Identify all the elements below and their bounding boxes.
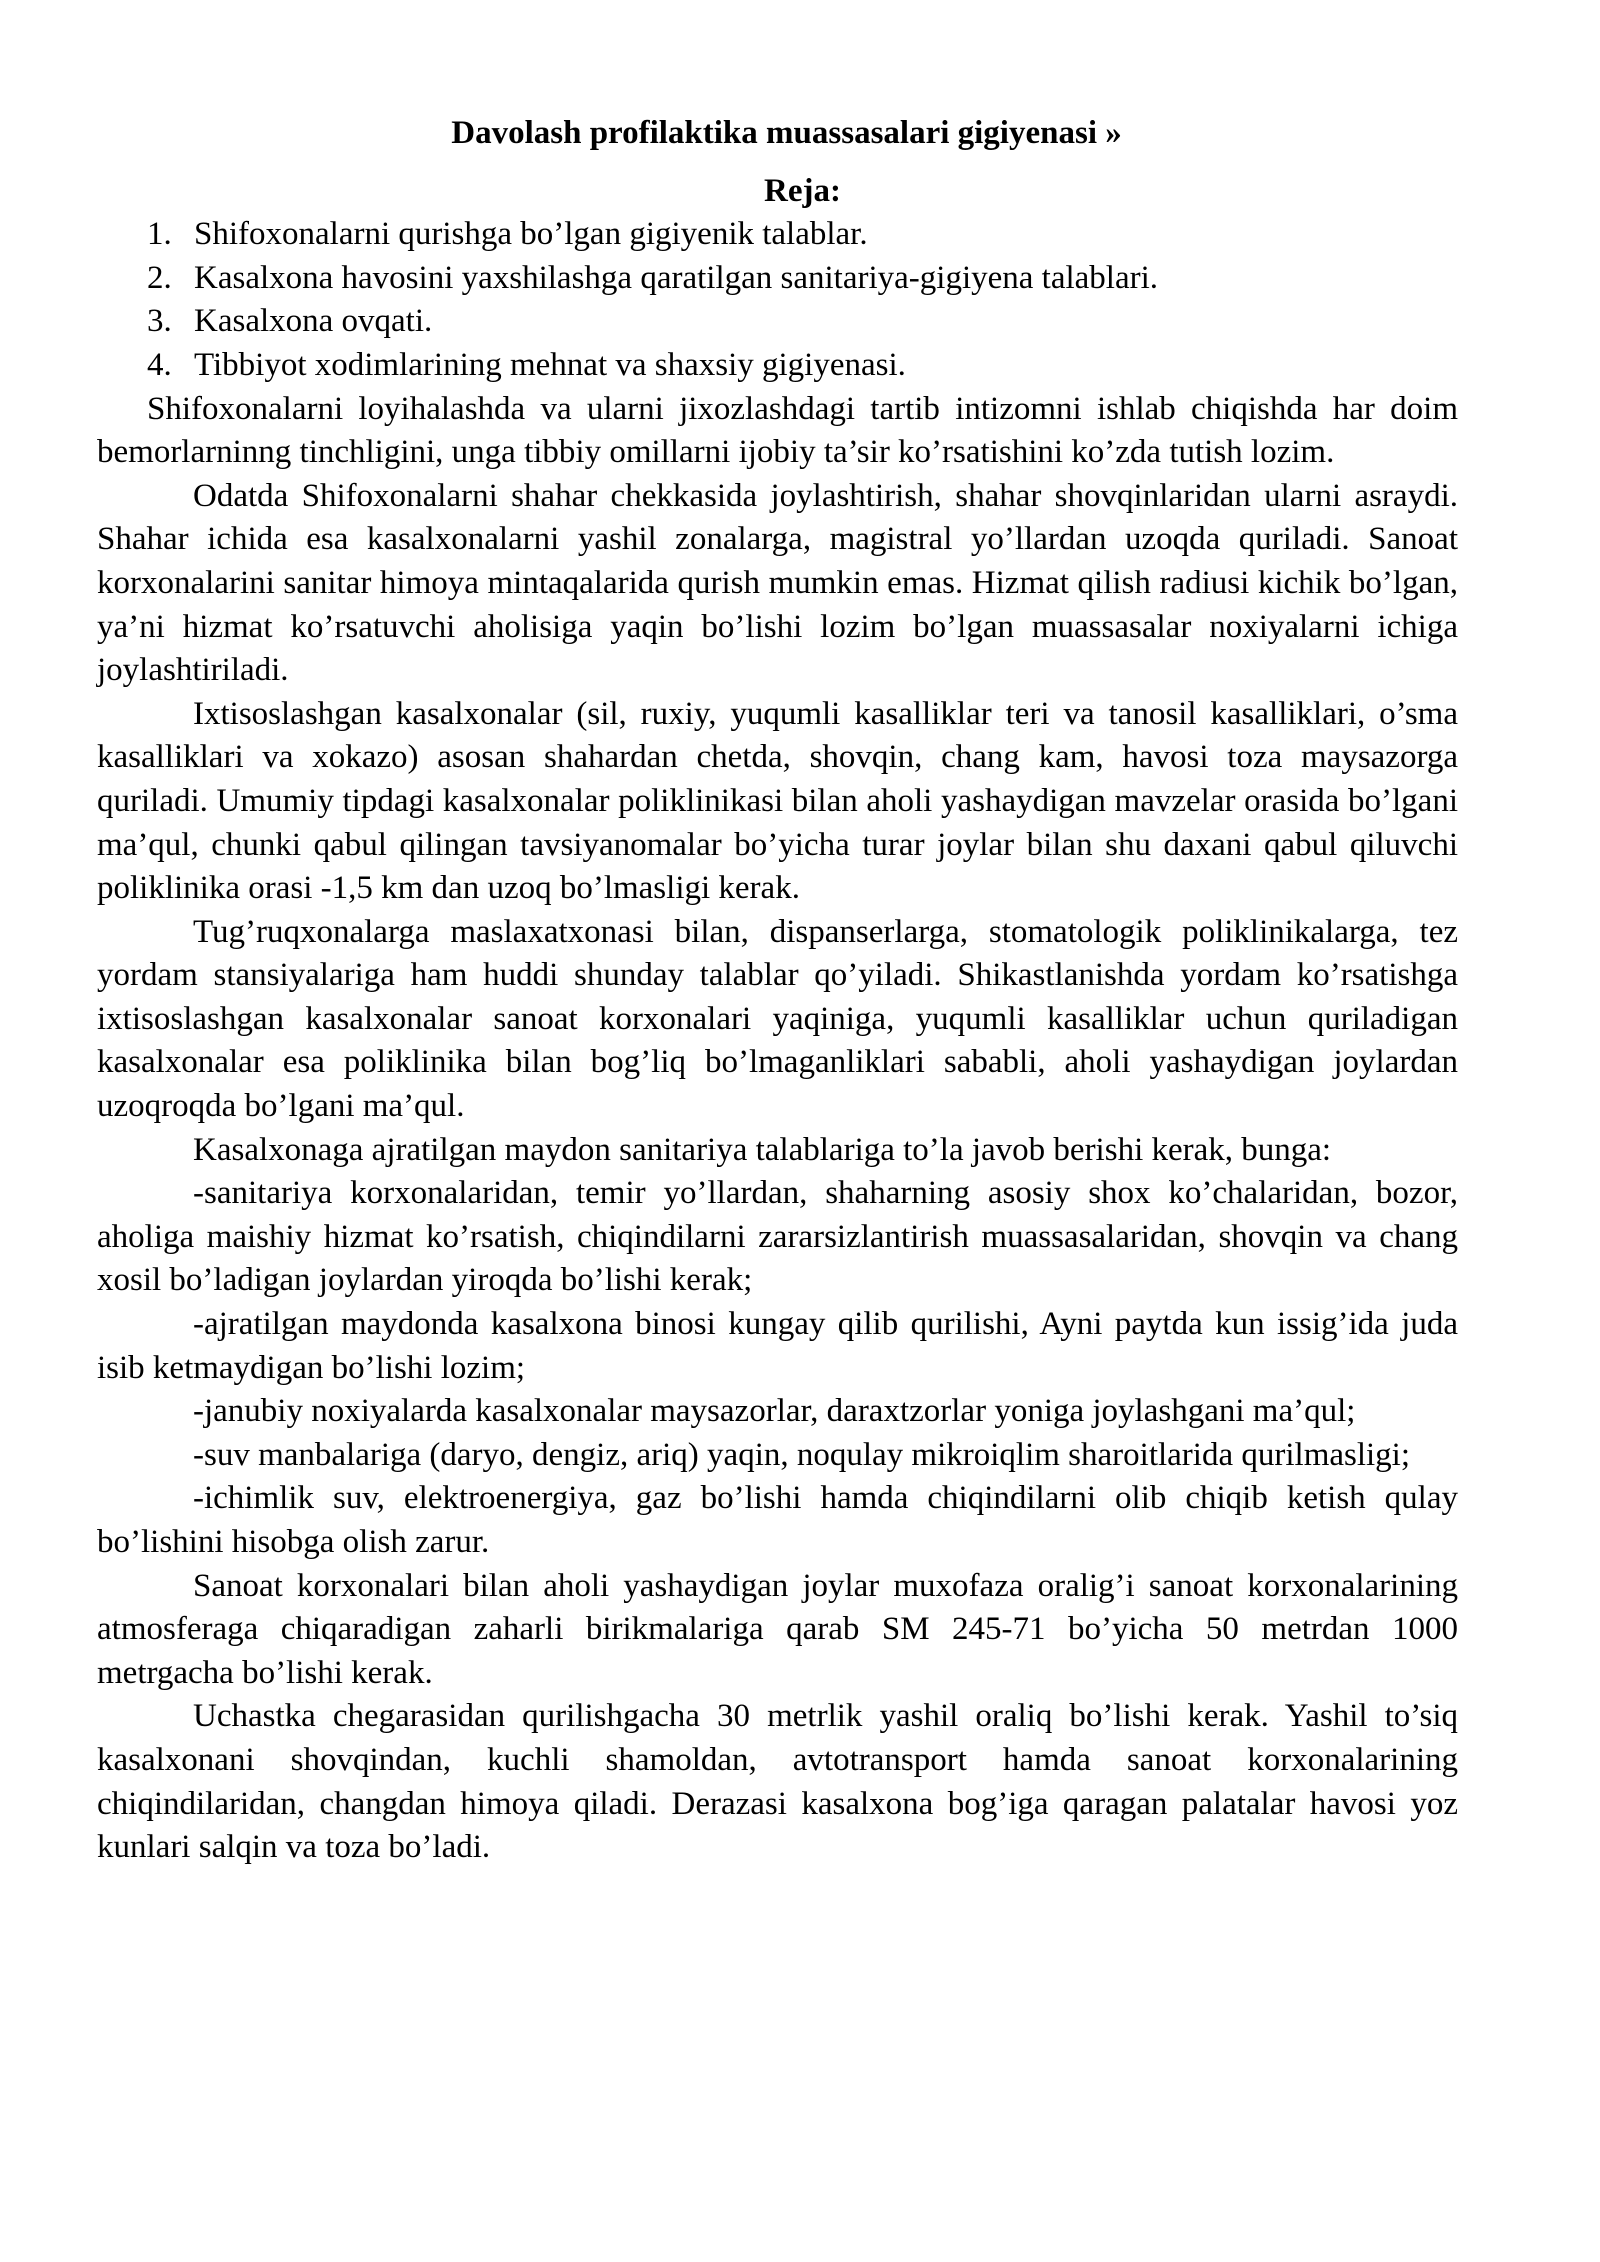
requirement-item: -ichimlik suv, elektroenergiya, gaz bo’lishi hamda chiqindilarni olib chiqib ketish qulay bo’lishini hisobga olish zarur. bbox=[97, 1480, 1458, 1560]
requirement-item: -suv manbalariga (daryo, dengiz, ariq) yaqin, noqulay mikroiqlim sharoitlarida qurilmasligi; bbox=[193, 1436, 1411, 1473]
requirement-item: -janubiy noxiyalarda kasalxonalar maysazorlar, daraxtzorlar yoniga joylashgani ma’qul; bbox=[193, 1393, 1356, 1430]
plan-item-text: Kasalxona havosini yaxshilashga qaratilgan sanitariya-gigiyena talablari. bbox=[194, 259, 1159, 296]
body-paragraph: Sanoat korxonalari bilan aholi yashaydigan joylar muxofaza oralig’i sanoat korxonalarining atmosferaga chiqaradigan zaharli birikmalariga qarab SM 245-71 bo’yicha 50 metrdan 1000 metrgacha bo’lishi kerak. bbox=[97, 1567, 1458, 1691]
plan-item-text: Kasalxona ovqati. bbox=[194, 303, 433, 340]
body-paragraph: Kasalxonaga ajratilgan maydon sanitariya talablariga to’la javob berishi kerak, bunga: bbox=[193, 1131, 1332, 1168]
requirement-item: -ajratilgan maydonda kasalxona binosi kungay qilib qurilishi, Ayni paytda kun issig’ida juda isib ketmaydigan bo’lishi lozim; bbox=[97, 1306, 1458, 1386]
plan-item-text: Tibbiyot xodimlarining mehnat va shaxsiy gigiyenasi. bbox=[194, 346, 906, 383]
plan-item-text: Shifoxonalarni qurishga bo’lgan gigiyenik talablar. bbox=[194, 216, 868, 253]
plan-item bbox=[97, 257, 1458, 301]
plan-item bbox=[97, 300, 1458, 344]
document-title: Davolash profilaktika muassasalari gigiyenasi » bbox=[451, 115, 1122, 151]
requirement-item: -sanitariya korxonalaridan, temir yo’llardan, shaharning asosiy shox ko’chalaridan, bozor, aholiga maishiy hizmat ko’rsatish, chiqindilarni zararsizlantirish muassasalaridan, shovqin va chang xosil bo’ladigan joylardan yiroqda bo’lishi kerak; bbox=[97, 1175, 1458, 1299]
plan-item-number: 4. bbox=[147, 346, 172, 383]
body-paragraph: Odatda Shifoxonalarni shahar chekkasida joylashtirish, shahar shovqinlaridan ularni asraydi. Shahar ichida esa kasalxonalarni yashil zonalarga, magistral yo’llardan uzoqda quriladi. Sanoat korxonalarini sanitar himoya mintaqalarida qurish mumkin emas. Hizmat qilish radiusi kichik bo’lgan, ya’ni hizmat ko’rsatuvchi aholisiga yaqin bo’lishi lozim bo’lgan muassasalar noxiyalarni ichiga joylashtiriladi. bbox=[97, 477, 1458, 689]
body-paragraph: Tug’ruqxonalarga maslaxatxonasi bilan, dispanserlarga, stomatologik poliklinikalarga, tez yordam stansiyalariga ham huddi shunday talablar qo’yiladi. Shikastlanishda yordam ko’rsatishga ixtisoslashgan kasalxonalar sanoat korxonalari yaqiniga, yuqumli kasalliklar uchun quriladigan kasalxonalar esa poliklinika bilan bog’liq bo’lmaganliklari sababli, aholi yashaydigan joylardan uzoqroqda bo’lgani ma’qul. bbox=[97, 913, 1458, 1125]
plan-item bbox=[97, 344, 1458, 388]
plan-item-number: 1. bbox=[147, 216, 172, 253]
plan-item bbox=[97, 213, 1458, 257]
body-paragraph: Ixtisoslashgan kasalxonalar (sil, ruxiy, yuqumli kasalliklar teri va tanosil kasalliklari, o’sma kasalliklari va xokazo) asosan shahardan chetda, shovqin, chang kam, havosi toza maysazorga quriladi. Umumiy tipdagi kasalxonalar poliklinikasi bilan aholi yashaydigan mavzelar orasida bo’lgani ma’qul, chunki qabul qilingan tavsiyanomalar bo’yicha turar joylar bilan shu daxani qabul qiluvchi poliklinika orasi -1,5 km dan uzoq bo’lmasligi kerak. bbox=[97, 695, 1458, 907]
plan-item-number: 3. bbox=[147, 303, 172, 340]
plan-list bbox=[97, 213, 1458, 387]
plan-heading: Reja: bbox=[764, 172, 841, 209]
plan-item-number: 2. bbox=[147, 259, 172, 296]
document-page bbox=[97, 112, 1458, 1870]
body-paragraph: Shifoxonalarni loyihalashda va ularni jixozlashdagi tartib intizomni ishlab chiqishda har doim bemorlarninng tinchligini, unga tibbiy omillarni ijobiy ta’sir ko’rsatishini ko’zda tutish lozim. bbox=[97, 390, 1458, 471]
body-paragraph: Uchastka chegarasidan qurilishgacha 30 metrlik yashil oraliq bo’lishi kerak. Yashil to’siq kasalxonani shovqindan, kuchli shamoldan, avtotransport hamda sanoat korxonalarining chiqindilaridan, changdan himoya qiladi. Derazasi kasalxona bog’iga qaragan palatalar havosi yoz kunlari salqin va toza bo’ladi. bbox=[97, 1698, 1458, 1866]
